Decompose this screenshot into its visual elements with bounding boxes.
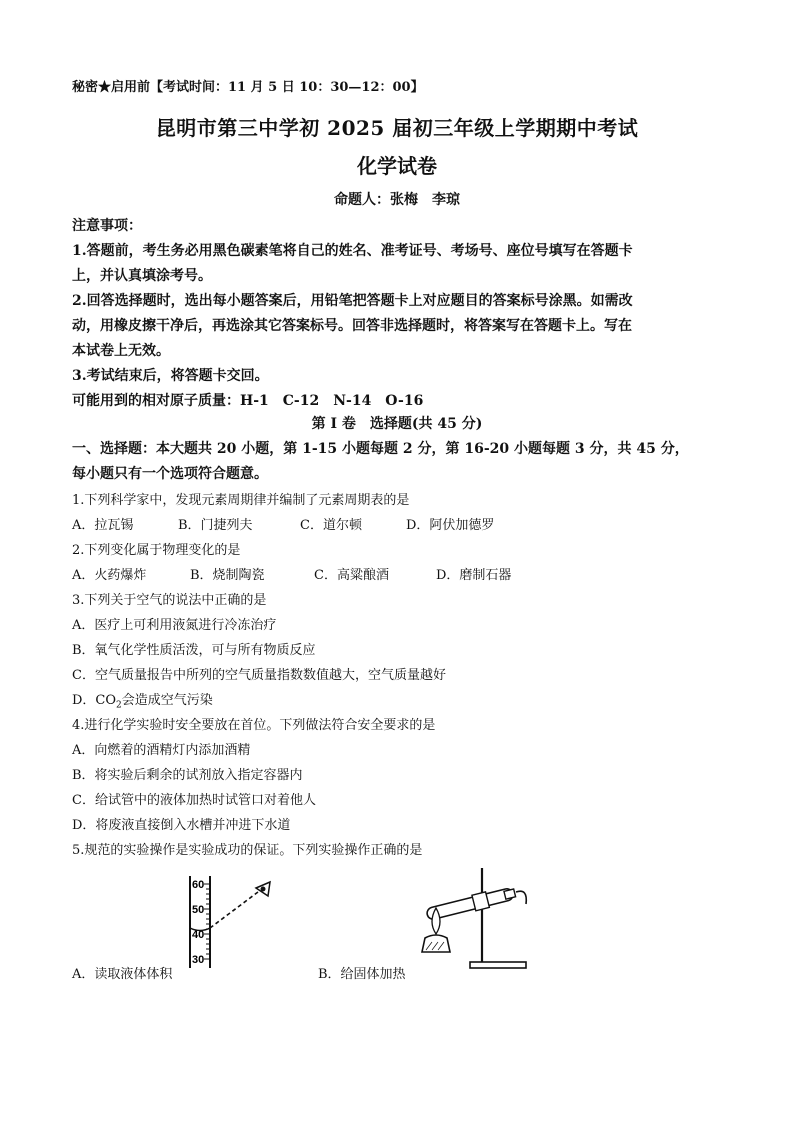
cylinder-tick-60: 60 — [192, 879, 205, 891]
exam-subtitle: 化学试卷 — [357, 154, 437, 178]
section-title: 第 I 卷 选择题(共 45 分) — [311, 416, 483, 432]
q1-option-a: A．拉瓦锡 — [72, 518, 134, 533]
q5-option-a: A．读取液体体积 — [72, 967, 173, 982]
q1-stem: 1.下列科学家中，发现元素周期律并编制了元素周期表的是 — [72, 493, 410, 508]
stand-base — [470, 962, 526, 968]
part1-instructions-line-1: 一、选择题：本大题共 20 小题，第 1-15 小题每题 2 分，第 16-20 小题每题 3 分，共 45 分， — [72, 441, 689, 457]
q3-stem: 3.下列关于空气的说法中正确的是 — [72, 593, 267, 608]
note-3: 3.考试结束后，将答题卡交回。 — [72, 368, 269, 384]
q4-option-c: C．给试管中的液体加热时试管口对着他人 — [72, 793, 316, 808]
q2-option-a: A．火药爆炸 — [72, 568, 147, 583]
cylinder-tick-30: 30 — [192, 954, 205, 966]
exam-title: 昆明市第三中学初 2025 届初三年级上学期期中考试 — [155, 116, 639, 140]
q4-option-a: A．向燃着的酒精灯内添加酒精 — [72, 743, 251, 758]
q3-option-d-prefix: D．CO — [72, 693, 117, 708]
q2-option-c: C．高粱酿酒 — [314, 568, 389, 583]
eye-pupil — [261, 887, 266, 892]
sight-line — [210, 892, 258, 928]
cylinder-tick-50: 50 — [192, 904, 205, 916]
delivery-tube — [516, 891, 526, 904]
note-2-line-1: 2.回答选择题时，选出每小题答案后，用铅笔把答题卡上对应题目的答案标号涂黑。如需改 — [72, 293, 633, 309]
q2-stem: 2.下列变化属于物理变化的是 — [72, 543, 241, 558]
atomic-mass-line: 可能用到的相对原子质量：H-1 C-12 N-14 O-16 — [72, 393, 424, 409]
cylinder-reading-figure — [180, 872, 280, 972]
q3-option-d — [72, 689, 213, 711]
q4-option-d: D．将废液直接倒入水槽并冲进下水道 — [72, 818, 291, 833]
q2-options — [72, 564, 511, 583]
note-2-line-3: 本试卷上无效。 — [72, 343, 170, 359]
q3-option-b: B．氧气化学性质活泼，可与所有物质反应 — [72, 643, 316, 658]
q1-option-c: C．道尔顿 — [300, 518, 362, 533]
heating-solid-figure — [410, 862, 535, 974]
note-2-line-2: 动，用橡皮擦干净后，再选涂其它答案标号。回答非选择题时，将答案写在答题卡上。写在 — [72, 318, 632, 334]
q3-option-c: C．空气质量报告中所列的空气质量指数数值越大，空气质量越好 — [72, 668, 446, 683]
q3-option-a: A．医疗上可利用液氮进行冷冻治疗 — [72, 618, 277, 633]
q2-option-d: D．磨制石器 — [436, 568, 512, 583]
q3-option-d-subscript: 2 — [116, 700, 122, 711]
q3-option-d-suffix: 会造成空气污染 — [121, 693, 213, 708]
q1-options — [72, 514, 494, 533]
q4-option-b: B．将实验后剩余的试剂放入指定容器内 — [72, 768, 303, 783]
q4-stem: 4.进行化学实验时安全要放在首位。下列做法符合安全要求的是 — [72, 718, 436, 733]
note-1-line-2: 上，并认真填涂考号。 — [72, 268, 212, 284]
q2-option-b: B．烧制陶瓷 — [190, 568, 265, 583]
q5-option-b: B．给固体加热 — [318, 967, 406, 982]
note-1-line-1: 1.答题前，考生务必用黑色碳素笔将自己的姓名、准考证号、考场号、座位号填写在答题卡 — [72, 243, 633, 259]
exam-author: 命题人：张梅 李琼 — [334, 192, 460, 208]
q1-option-b: B．门捷列夫 — [178, 518, 253, 533]
confidential-header: 秘密★启用前【考试时间：11 月 5 日 10：30—12：00】 — [72, 80, 424, 95]
part1-instructions-line-2: 每小题只有一个选项符合题意。 — [72, 466, 268, 482]
notes-heading: 注意事项： — [72, 218, 142, 234]
q5-stem: 5.规范的实验操作是实验成功的保证。下列实验操作正确的是 — [72, 843, 423, 858]
q1-option-d: D．阿伏加德罗 — [406, 518, 495, 533]
cylinder-tick-40: 40 — [192, 929, 205, 941]
